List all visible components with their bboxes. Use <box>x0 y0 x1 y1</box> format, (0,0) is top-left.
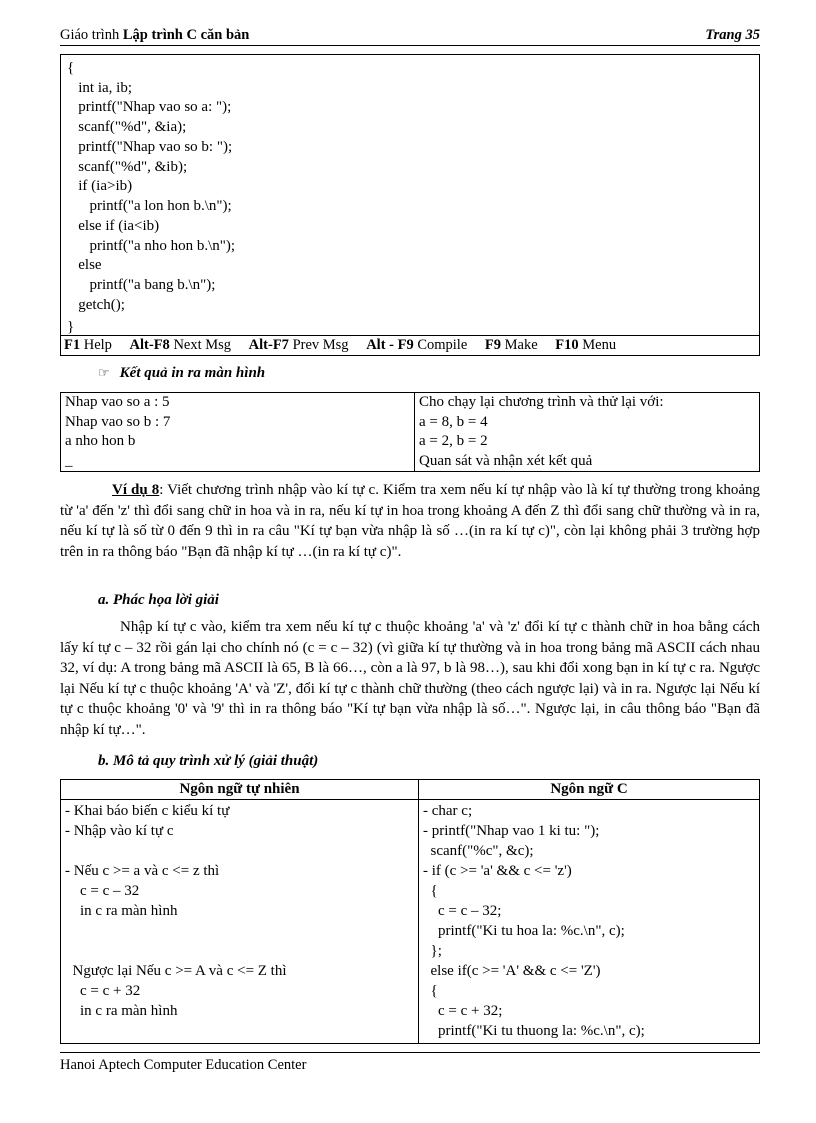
output-table <box>60 392 760 472</box>
c-code-line: { <box>423 883 438 899</box>
function-key-bar <box>61 335 759 355</box>
code-line: getch(); <box>67 297 125 313</box>
note-line: Quan sát và nhận xét kết quả <box>419 452 593 469</box>
result-heading: ☞ Kết quả in ra màn hình <box>98 365 266 381</box>
code-line: printf("a bang b.\n"); <box>67 277 216 293</box>
output-console <box>61 393 415 471</box>
c-code-line: - char c; <box>423 803 473 819</box>
output-line: Nhap vao so b : 7 <box>65 413 171 430</box>
algorithm-table <box>60 779 760 1044</box>
fkey-menu[interactable]: F10 Menu <box>555 337 617 353</box>
page-header <box>60 27 760 46</box>
output-notes <box>415 393 759 471</box>
c-code-line: c = c + 32; <box>423 1003 503 1019</box>
fkey-help[interactable]: F1 Help <box>64 337 112 353</box>
c-code-line: - if (c >= 'a' && c <= 'z') <box>423 863 572 879</box>
c-code-line: else if(c >= 'A' && c <= 'Z') <box>423 963 601 979</box>
code-line: else if (ia<ib) <box>67 218 160 234</box>
code-line: } <box>67 319 75 335</box>
c-code-line: - printf("Nhap vao 1 ki tu: "); <box>423 823 600 839</box>
code-box <box>60 54 760 356</box>
c-code-line: scanf("%c", &c); <box>423 843 534 859</box>
c-code-line: printf("Ki tu hoa la: %c.\n", c); <box>423 923 625 939</box>
cursor: _ <box>65 452 73 469</box>
column-header-c: Ngôn ngữ C <box>419 780 759 800</box>
note-line: a = 2, b = 2 <box>419 433 488 449</box>
code-line: if (ia>ib) <box>67 178 133 194</box>
code-line: scanf("%d", &ia); <box>67 119 187 135</box>
c-code-line: }; <box>423 943 442 959</box>
example-label: Ví dụ 8 <box>112 482 160 498</box>
natural-line: - Nhập vào kí tự c <box>65 823 174 839</box>
section-b-title: b. Mô tả quy trình xử lý (giải thuật) <box>98 753 319 769</box>
natural-line: - Nếu c >= a và c <= z thì <box>65 863 220 879</box>
note-line: a = 8, b = 4 <box>419 413 488 430</box>
note-line: Cho chạy lại chương trình và thử lại với: <box>419 394 664 410</box>
natural-line: Ngược lại Nếu c >= A và c <= Z thì <box>65 963 287 979</box>
code-line: else <box>67 257 102 273</box>
code-line: printf("a nho hon b.\n"); <box>67 238 236 254</box>
code-line: { <box>67 60 75 76</box>
code-line: printf("a lon hon b.\n"); <box>67 198 232 214</box>
fkey-compile[interactable]: Alt - F9 Compile <box>366 337 468 353</box>
example-paragraph: Ví dụ 8: Viết chương trình nhập vào kí tự c. Kiểm tra xem nếu kí tự nhập vào là kí tự thường trong khoảng từ 'a' đến 'z' thì đổi sang chữ in hoa và in ra, nếu kí tự in hoa trong khoảng A đến Z thì đổi sang chữ thường và in ra, nếu kí tự là số từ 0 đến 9 thì in ra câu "Kí tự bạn vừa nhập là số …(in ra kí tự c)", còn lại không phải 3 trường hợp trên in ra thông báo "Bạn đã nhập kí tự …(in ra kí tự c)". <box>60 482 760 560</box>
pointing-hand-icon: ☞ <box>98 365 110 380</box>
column-header-natural: Ngôn ngữ tự nhiên <box>61 780 418 800</box>
natural-line: in c ra màn hình <box>65 903 178 919</box>
code-line: int ia, ib; <box>67 80 132 96</box>
output-line: Nhap vao so a : 5 <box>65 394 170 410</box>
natural-line: - Khai báo biến c kiểu kí tự <box>65 803 230 819</box>
c-code-line: { <box>423 983 438 999</box>
fkey-next-msg[interactable]: Alt-F8 Next Msg <box>129 337 232 353</box>
natural-line: in c ra màn hình <box>65 1003 178 1019</box>
code-line: printf("Nhap vao so b: "); <box>67 139 233 155</box>
page-number: Trang 35 <box>705 27 760 43</box>
page-footer: Hanoi Aptech Computer Education Center <box>60 1052 760 1074</box>
section-a-paragraph: Nhập kí tự c vào, kiểm tra xem nếu kí tự c thuộc khoảng 'a' và 'z' đổi kí tự c thành chữ in hoa bằng cách lấy kí tự c – 32 rồi gán lại cho chính nó (c = c – 32) (vì giữa kí tự thường và in hoa trong bảng mã ASCII cách nhau 32, ví dụ: A trong bảng mã ASCII là 65, B là 66…, còn a là 97, b là 98…), sau khi đổi xong bạn in kí tự c ra. Ngược lại Nếu kí tự c thuộc khoảng 'A' và 'Z', đổi kí tự c thành chữ thường (theo cách ngược lại) và in ra. Ngược lại Nếu kí tự c thuộc khoảng '0' và '9' thì in ra thông báo "Kí tự bạn vừa nhập là số…". Ngược lại, in câu thông báo "Bạn đã nhập kí tự…". <box>60 619 760 738</box>
c-code-line: printf("Ki tu thuong la: %c.\n", c); <box>423 1023 645 1039</box>
fkey-prev-msg[interactable]: Alt-F7 Prev Msg <box>248 337 349 353</box>
fkey-make[interactable]: F9 Make <box>484 337 538 353</box>
code-line: scanf("%d", &ib); <box>67 159 188 175</box>
natural-line: c = c + 32 <box>65 983 141 999</box>
natural-line: c = c – 32 <box>65 883 140 899</box>
c-code-line: c = c – 32; <box>423 903 502 919</box>
section-a-title: a. Phác họa lời giải <box>98 592 219 608</box>
column-divider <box>418 780 419 1043</box>
book-title: Giáo trình Lập trình C căn bản <box>60 27 250 43</box>
code-line: printf("Nhap vao so a: "); <box>67 99 232 115</box>
output-line: a nho hon b <box>65 433 136 449</box>
